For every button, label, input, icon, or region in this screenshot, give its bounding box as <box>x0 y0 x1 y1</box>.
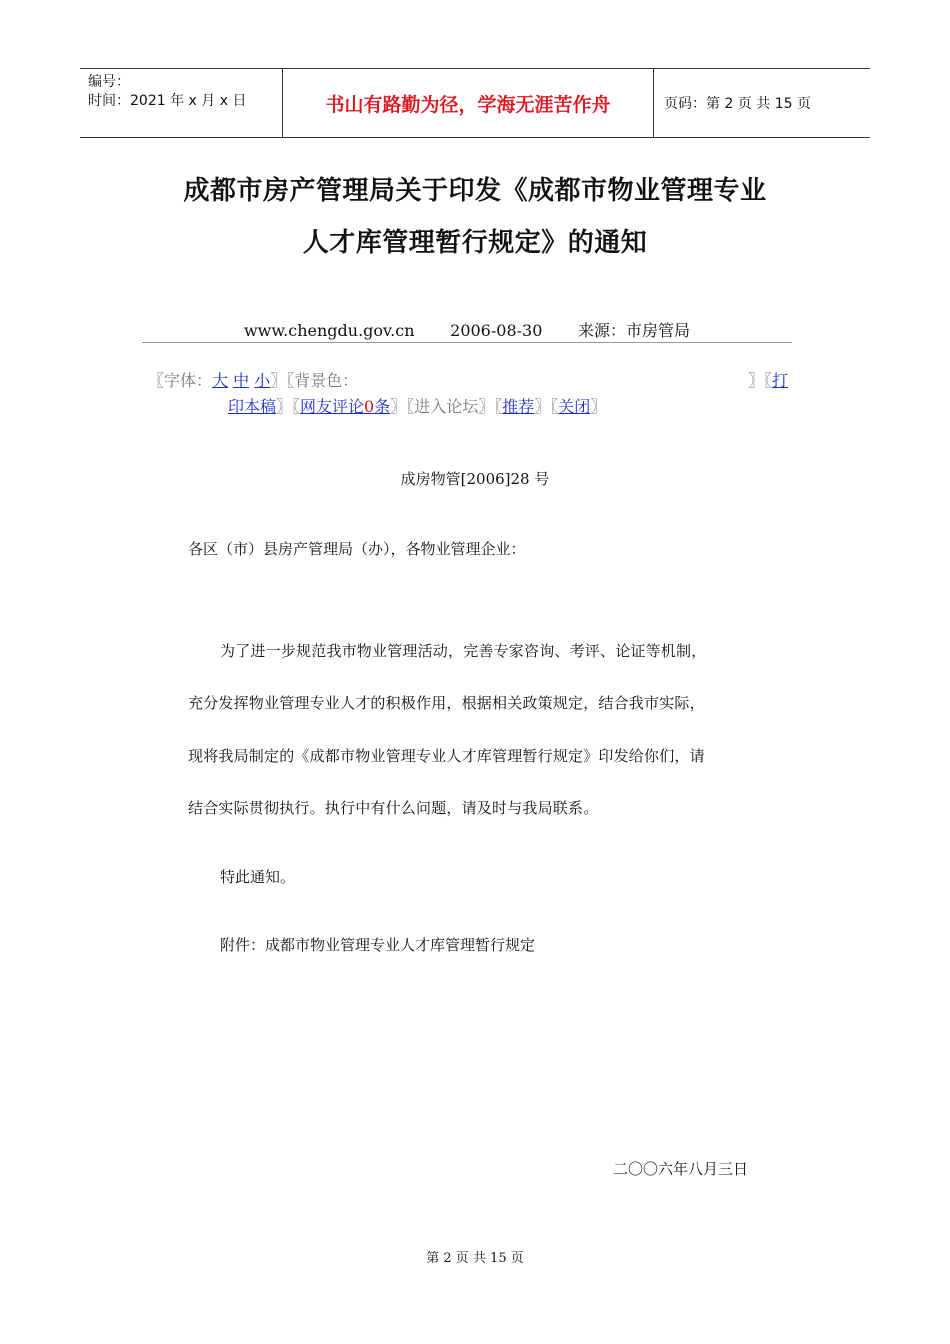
document-header <box>80 68 870 138</box>
font-large-link[interactable]: 大 <box>212 371 229 390</box>
document-number: 成房物管[2006]28 号 <box>400 470 550 488</box>
comments-count: 0 <box>364 397 375 416</box>
body-line: 为了进一步规范我市物业管理活动，完善专家咨询、考评、论证等机制， <box>220 642 707 660</box>
print-link-part1[interactable]: 打 <box>772 371 789 390</box>
header-page-info: 页码：第 2 页 共 15 页 <box>664 96 811 112</box>
header-info <box>80 69 282 137</box>
comments-unit: 条 <box>374 397 391 416</box>
print-link-part2[interactable]: 印本稿 <box>228 397 277 416</box>
background-color-label: 〗〖背景色： <box>270 371 359 390</box>
number-label: 编号： <box>88 74 130 90</box>
font-medium-link[interactable]: 中 <box>233 371 250 390</box>
time-label: 时间：2021 年 x 月 x 日 <box>88 93 247 109</box>
font-label: 〖字体： <box>148 371 213 390</box>
comments-link[interactable] <box>300 397 390 416</box>
meta-site: www.chengdu.gov.cn <box>243 321 415 340</box>
body-line: 现将我局制定的《成都市物业管理专业人才库管理暂行规定》印发给你们，请 <box>188 747 705 765</box>
closing-notice: 特此通知。 <box>220 868 296 886</box>
body-line: 结合实际贯彻执行。执行中有什么问题，请及时与我局联系。 <box>188 799 599 817</box>
page-footer: 第 2 页 共 15 页 <box>426 1251 524 1266</box>
toolbar-separator: 〗〖 <box>534 397 559 416</box>
toolbar-line-1 <box>148 368 808 394</box>
font-small-link[interactable]: 小 <box>254 371 271 390</box>
close-link[interactable]: 关闭 <box>558 397 591 416</box>
body-line: 充分发挥物业管理专业人才的积极作用，根据相关政策规定，结合我市实际， <box>188 694 705 712</box>
toolbar-separator: 〗〖 <box>748 371 773 390</box>
meta-line <box>142 318 792 343</box>
article-toolbar <box>148 368 808 420</box>
forum-label: 〗〖进入论坛〗〖 <box>390 397 503 416</box>
comments-label: 网友评论 <box>300 397 365 416</box>
attachment-line: 附件：成都市物业管理专业人才库管理暂行规定 <box>220 936 536 954</box>
toolbar-separator: 〗〖 <box>276 397 301 416</box>
meta-source: 来源：市房管局 <box>578 321 691 340</box>
header-motto: 书山有路勤为径，学海无涯苦作舟 <box>282 69 654 137</box>
salutation: 各区（市）县房产管理局（办），各物业管理企业： <box>188 540 526 558</box>
recommend-link[interactable]: 推荐 <box>502 397 535 416</box>
title-line-1: 成都市房产管理局关于印发《成都市物业管理专业 <box>183 176 767 206</box>
toolbar-end: 〗 <box>590 397 607 416</box>
signed-date: 二〇〇六年八月三日 <box>613 1160 749 1178</box>
title-line-2: 人才库管理暂行规定》的通知 <box>302 228 648 258</box>
meta-date: 2006-08-30 <box>450 321 543 340</box>
toolbar-line-2 <box>148 394 808 420</box>
